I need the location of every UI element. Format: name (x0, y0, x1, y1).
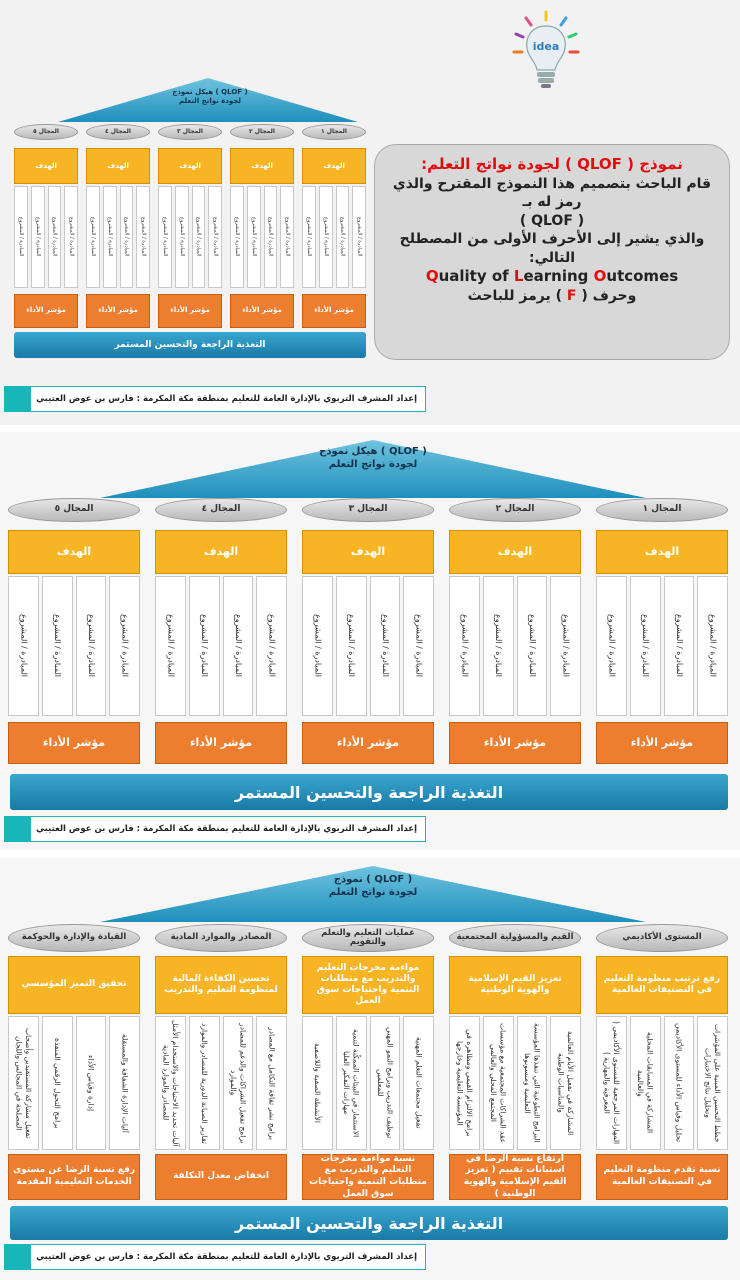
goal-box: الهدف (155, 530, 287, 574)
initiative-bar: المبادرة / المشروع (42, 576, 73, 716)
initiative-bar: الاستثمار في البيئات الممكّنة لتنمية مهارات التفكير العليا (336, 1016, 367, 1150)
roof-title-panel3 (300, 874, 446, 899)
kpi-box: رفع نسبة الرضا عن مستوى الخدمات التعليمية المقدمة (8, 1154, 140, 1200)
initiatives-group (8, 1016, 140, 1150)
domain-header: المجال ٢ (230, 124, 294, 140)
initiative-bar: المبادرة / المشروع (370, 576, 401, 716)
initiative-bar: المشاركة في تفعيل الأيام العالمية والمناسبات الوطنية (550, 1016, 581, 1150)
initiative-bar: المبادرة / المشروع (517, 576, 548, 716)
initiative-bar: تحليل وقياس الأداء للمستوى الأكاديمي (664, 1016, 695, 1150)
initiative-bar: المبادرة / المشروع (155, 576, 186, 716)
qlof-line7a: وحرف ( (581, 287, 637, 304)
initiative-bar: المبادرة / المشروع (120, 186, 134, 288)
credit-line-panel2: إعداد المشرف التربوي بالإدارة العامة للتعليم بمنطقة مكة المكرمة : فارس بن عوض العتيبي (30, 816, 426, 842)
initiative-bar: المبادرة / المشروع (449, 576, 480, 716)
initiative-bar: المبادرة / المشروع (664, 576, 695, 716)
goal-box: الهدف (230, 148, 294, 184)
initiative-bar: إدارة وقياس الأداء (76, 1016, 107, 1150)
initiative-bar: المبادرة / المشروع (319, 186, 333, 288)
initiative-bar: المبادرة / المشروع (697, 576, 728, 716)
initiatives-group (155, 1016, 287, 1150)
initiatives-group (596, 1016, 728, 1150)
initiative-bar: برامج تفعيل الشراكات والدعم للمصادر والموارد (223, 1016, 254, 1150)
domain-header: المجال ٣ (302, 498, 434, 522)
initiative-bar: المبادرة / المشروع (247, 186, 261, 288)
initiatives-group (302, 1016, 434, 1150)
initiative-bar: المبادرة / المشروع (208, 186, 222, 288)
goal-box: الهدف (14, 148, 78, 184)
idea-logo-text: idea (532, 40, 560, 53)
initiative-bar: المبادرة / المشروع (302, 186, 316, 288)
initiatives-group (449, 1016, 581, 1150)
domain-header: المجال ٢ (449, 498, 581, 522)
roof-line2: لجودة نواتج التعلم (179, 96, 241, 105)
initiative-bar: المبادرة / المشروع (76, 576, 107, 716)
initiative-bar: المبادرة / المشروع (48, 186, 62, 288)
initiative-bar: المبادرة / المشروع (31, 186, 45, 288)
idea-lightbulb-logo (508, 8, 584, 94)
kpi-box: مؤشر الأداء (8, 722, 140, 764)
domain-header: المجال ١ (596, 498, 728, 522)
base-feedback-panel2: التغذية الراجعة والتحسين المستمر (10, 774, 728, 810)
initiatives-group (14, 186, 78, 288)
initiative-bar: المبادرة / المشروع (483, 576, 514, 716)
credit-line-panel1: إعداد المشرف التربوي بالإدارة العامة للتعليم بمنطقة مكة المكرمة : فارس بن عوض العتيبي (30, 386, 426, 412)
panel-structure (0, 432, 740, 850)
initiative-bar: خطط التحسين المبنية على المؤشرات وتحليل نتائج الاختبارات (697, 1016, 728, 1150)
initiatives-group (158, 186, 222, 288)
domain-header: القيم والمسؤولية المجتمعية (449, 924, 581, 952)
initiative-bar: تقارير الصيانة الدورية للمصادر والموارد (189, 1016, 220, 1150)
initiative-bar: المبادرة / المشروع (264, 186, 278, 288)
initiative-bar: برامج نشر ثقافة التكامل مع المصادر (256, 1016, 287, 1150)
initiative-bar: البرامج التطوعية التي تنفذها المؤسسة التعليمية ومنسوبوها (517, 1016, 548, 1150)
initiative-bar: المبادرة / المشروع (14, 186, 28, 288)
roof-title-panel2 (290, 446, 456, 471)
kpi-box: مؤشر الأداء (14, 294, 78, 328)
initiative-bar: المشاركة في المسابقات المحلية والعالمية (630, 1016, 661, 1150)
goal-box: الهدف (8, 530, 140, 574)
goal-box: الهدف (158, 148, 222, 184)
base-feedback-panel3: التغذية الراجعة والتحسين المستمر (10, 1206, 728, 1240)
qlof-line7c: ) يرمز للباحث (467, 287, 562, 304)
roof-line1: نموذج ( QLOF ) (333, 874, 413, 885)
initiatives-group (230, 186, 294, 288)
goal-box: الهدف (86, 148, 150, 184)
initiatives-group (596, 576, 728, 716)
initiative-bar: آليات الإدارة الشفافة والمستقلة (109, 1016, 140, 1150)
credit-line-panel3: إعداد المشرف التربوي بالإدارة العامة للتعليم بمنطقة مكة المكرمة : فارس بن عوض العتيبي (30, 1244, 426, 1270)
domain-header: عمليات التعليم والتعلم والتقويم (302, 924, 434, 952)
roof-line1: هيكل نموذج ( QLOF ) (319, 446, 427, 457)
kpi-box: مؤشر الأداء (596, 722, 728, 764)
kpi-box: نسبة مواءمة مخرجات التعليم والتدريب مع متطلبات التنمية واحتياجات سوق العمل (302, 1154, 434, 1200)
kpi-box: نسبة تقدم منظومة التعليم في التصنيفات العالمية (596, 1154, 728, 1200)
initiative-bar: عقد الشراكات المجتمعية مع مؤسسات المجتمع المحلي والعالمي (483, 1016, 514, 1150)
domain-header: المجال ٥ (8, 498, 140, 522)
initiative-bar: المبادرة / المشروع (109, 576, 140, 716)
kpi-box: مؤشر الأداء (86, 294, 150, 328)
goal-box: تحقيق التميز المؤسسي (8, 956, 140, 1014)
panel-detailed-model (0, 858, 740, 1280)
roof-line2: لجودة نواتج التعلم (328, 886, 418, 898)
term-text: earning (523, 267, 594, 286)
term-initial-letter: O (593, 267, 607, 286)
initiative-bar: المهارات المرجعية للمستوى الأكاديمي ( المعرفية والمهارية ) (596, 1016, 627, 1150)
kpi-box: مؤشر الأداء (302, 722, 434, 764)
goal-box: الهدف (302, 148, 366, 184)
initiatives-group (8, 576, 140, 716)
kpi-box: مؤشر الأداء (230, 294, 294, 328)
initiatives-group (302, 186, 366, 288)
kpi-box: انخفاض معدل التكلفة (155, 1154, 287, 1200)
goal-box: الهدف (449, 530, 581, 574)
goal-box: تعزيز القيم الإسلامية والهوية الوطنية (449, 956, 581, 1014)
initiative-bar: برامج الالتزام القيمي ومظاهره في المؤسسة التعليمية وخارجها (449, 1016, 480, 1150)
domain-header: القيادة والإدارة والحوكمة (8, 924, 140, 952)
initiative-bar: المبادرة / المشروع (136, 186, 150, 288)
initiative-bar: المبادرة / المشروع (256, 576, 287, 716)
initiative-bar: المبادرة / المشروع (336, 186, 350, 288)
domain-header: المجال ٤ (155, 498, 287, 522)
qlof-line5: التالي: (528, 249, 576, 266)
initiative-bar: المبادرة / المشروع (550, 576, 581, 716)
initiative-bar: المبادرة / المشروع (630, 576, 661, 716)
domain-header: المجال ٥ (14, 124, 78, 140)
initiative-bar: المبادرة / المشروع (223, 576, 254, 716)
initiative-bar: الأنشطة الصفية واللاصفية (302, 1016, 333, 1150)
roof-line1: هيكل نموذج ( QLOF ) (172, 88, 248, 96)
domain-header: المجال ١ (302, 124, 366, 140)
initiatives-group (86, 186, 150, 288)
kpi-box: مؤشر الأداء (158, 294, 222, 328)
initiative-bar: المبادرة / المشروع (8, 576, 39, 716)
roof-title-panel1 (150, 88, 270, 106)
initiative-bar: برامج التحول الرقمي المنفذة (42, 1016, 73, 1150)
domain-header: المجال ٤ (86, 124, 150, 140)
goal-box: رفع ترتيب منظومة التعليم في التصنيفات العالمية (596, 956, 728, 1014)
base-feedback-panel1: التغذية الراجعة والتحسين المستمر (14, 332, 366, 358)
initiative-bar: آليات تحديد الاحتياجات والاستخدام الأمثل للمصادر والموارد المادية (155, 1016, 186, 1150)
domain-header: المستوى الأكاديمي (596, 924, 728, 952)
qlof-description-box (374, 144, 730, 360)
initiative-bar: المبادرة / المشروع (192, 186, 206, 288)
kpi-box: مؤشر الأداء (302, 294, 366, 328)
goal-box: مواءمة مخرجات التعليم والتدريب مع متطلبات التنمية واحتياجات سوق العمل (302, 956, 434, 1014)
initiatives-group (302, 576, 434, 716)
domain-header: المصادر والموارد المادية (155, 924, 287, 952)
qlof-heading: نموذج ( QLOF ) لجودة نواتج التعلم: (421, 155, 683, 173)
initiative-bar: تفعيل مشاركة المستفيدين وأصحاب المصلحة في المجالس واللجان (8, 1016, 39, 1150)
initiative-bar: المبادرة / المشروع (86, 186, 100, 288)
initiative-bar: المبادرة / المشروع (230, 186, 244, 288)
goal-box: الهدف (596, 530, 728, 574)
initiatives-group (449, 576, 581, 716)
domain-header: المجال ٣ (158, 124, 222, 140)
qlof-line4: والذي يشير إلى الأحرف الأولى من المصطلح (399, 231, 705, 248)
initiative-bar: المبادرة / المشروع (158, 186, 172, 288)
kpi-box: مؤشر الأداء (449, 722, 581, 764)
initiative-bar: المبادرة / المشروع (403, 576, 434, 716)
term-text: utcomes (606, 267, 679, 286)
initiative-bar: المبادرة / المشروع (189, 576, 220, 716)
panel-overview (0, 0, 740, 425)
initiative-bar: المبادرة / المشروع (596, 576, 627, 716)
term-text: uality of (438, 267, 514, 286)
goal-box: الهدف (302, 530, 434, 574)
initiative-bar: المبادرة / المشروع (352, 186, 366, 288)
initiative-bar: المبادرة / المشروع (280, 186, 294, 288)
term-initial-letter: L (513, 267, 524, 286)
initiative-bar: المبادرة / المشروع (64, 186, 78, 288)
initiative-bar: تفعيل مجتمعات التعلم المهنية (403, 1016, 434, 1150)
initiative-bar: المبادرة / المشروع (175, 186, 189, 288)
qlof-line3: ( QLOF ) (519, 212, 585, 229)
initiatives-group (155, 576, 287, 716)
term-initial-letter: Q (425, 267, 439, 286)
kpi-box: مؤشر الأداء (155, 722, 287, 764)
qlof-line7 (385, 287, 719, 305)
initiative-bar: المبادرة / المشروع (336, 576, 367, 716)
qlof-line2: رمز له بـ (522, 194, 582, 211)
initiative-bar: المبادرة / المشروع (103, 186, 117, 288)
qlof-term (385, 267, 719, 287)
qlof-line1: قام الباحث بتصميم هذا النموذج المقترح والذي (392, 175, 712, 192)
goal-box: تحسين الكفاءة المالية لمنظومة التعليم والتدريب (155, 956, 287, 1014)
qlof-letter-f: F (566, 287, 577, 304)
initiative-bar: توظيف التدريب وبرامج النمو المهني للمعلمين (370, 1016, 401, 1150)
roof-line2: لجودة نواتج التعلم (328, 458, 418, 470)
initiative-bar: المبادرة / المشروع (302, 576, 333, 716)
kpi-box: ارتفاع نسبة الرضا في استبانات تقييم ( تعزيز القيم الإسلامية والهوية الوطنية ) (449, 1154, 581, 1200)
